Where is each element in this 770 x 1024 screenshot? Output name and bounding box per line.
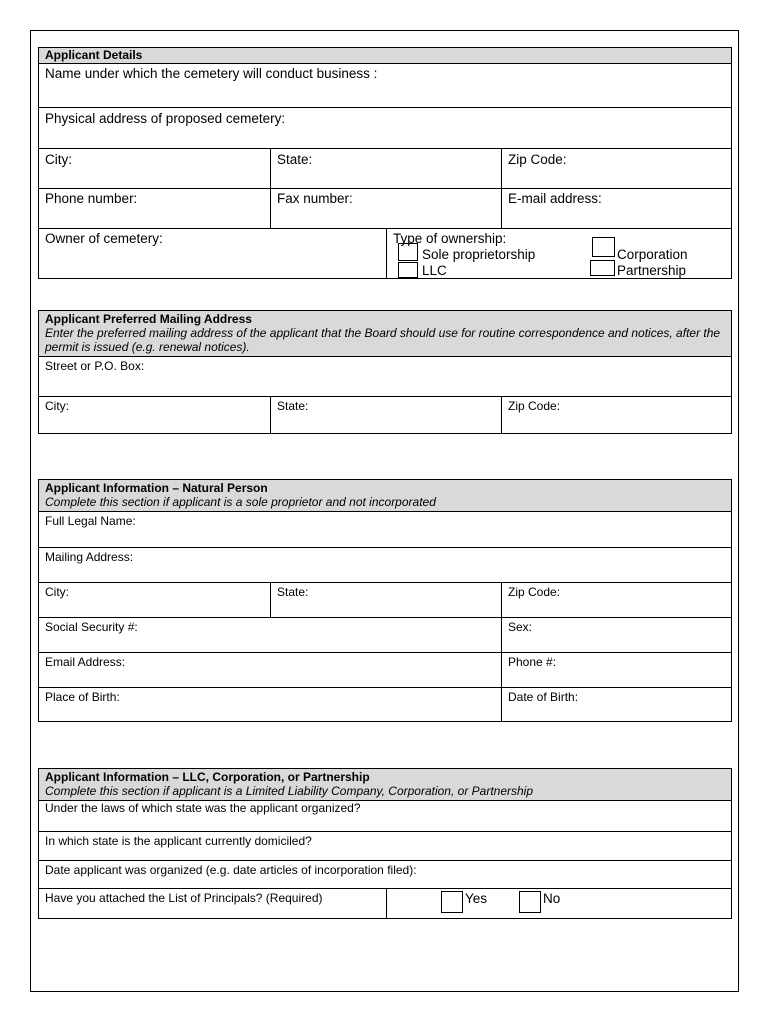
principals-row: [39, 888, 731, 918]
section-header: [39, 769, 731, 801]
mailing-address-field[interactable]: Mailing Address:: [45, 550, 134, 564]
corporation-checkbox[interactable]: [592, 237, 615, 257]
city-field[interactable]: City:: [45, 399, 69, 413]
ssn-field[interactable]: Social Security #:: [45, 620, 138, 634]
place-of-birth-field[interactable]: Place of Birth:: [45, 690, 120, 704]
birth-row: [39, 687, 731, 721]
email-field[interactable]: E-mail address:: [501, 189, 731, 228]
business-name-field[interactable]: Name under which the cemetery will conduct business :: [45, 66, 378, 81]
section-title: Applicant Information – LLC, Corporation, or Partnership: [45, 770, 370, 784]
section-subtitle: Complete this section if applicant is a Limited Liability Company, Corporation, or Partnership: [45, 784, 534, 798]
city-state-zip-row: [39, 582, 731, 617]
llc-checkbox[interactable]: [398, 262, 418, 278]
section-title: Applicant Details: [45, 48, 143, 62]
date-organized-field[interactable]: Date applicant was organized (e.g. date articles of incorporation filed):: [45, 863, 417, 877]
no-label: No: [543, 891, 561, 906]
yes-label: Yes: [465, 891, 488, 906]
principals-question: Have you attached the List of Principals? (Required): [45, 891, 323, 905]
full-name-row: [39, 512, 731, 547]
city-state-zip-row: [39, 396, 731, 433]
street-field[interactable]: Street or P.O. Box:: [45, 359, 145, 373]
yes-checkbox[interactable]: [441, 891, 463, 913]
laws-state-row: [39, 801, 731, 831]
domiciled-row: [39, 831, 731, 860]
mailing-address-section: [38, 310, 732, 434]
state-field[interactable]: State:: [270, 397, 501, 433]
ownership-type-label: Type of ownership:: [393, 231, 507, 246]
date-organized-row: [39, 860, 731, 888]
partnership-label: Partnership: [617, 263, 687, 278]
mailing-address-row: [39, 547, 731, 582]
email-phone-row: [39, 652, 731, 687]
zip-field[interactable]: Zip Code:: [501, 397, 731, 433]
section-subtitle: Enter the preferred mailing address of the applicant that the Board should use for routine correspondence and notices, after the permit is issued (e.g. renewal notices).: [45, 326, 721, 354]
entity-section: [38, 768, 732, 919]
section-header: [39, 48, 731, 64]
physical-address-row: [39, 107, 731, 148]
corporation-label: Corporation: [617, 247, 688, 262]
section-header: [39, 311, 731, 357]
partnership-checkbox[interactable]: [590, 260, 615, 276]
city-state-zip-row: [39, 148, 731, 188]
phone-fax-email-row: [39, 188, 731, 228]
city-field[interactable]: City:: [45, 152, 72, 167]
llc-label: LLC: [422, 263, 447, 278]
city-field[interactable]: City:: [45, 585, 69, 599]
fax-field[interactable]: Fax number:: [270, 189, 501, 228]
owner-field[interactable]: Owner of cemetery:: [45, 231, 163, 246]
zip-field[interactable]: Zip Code:: [501, 583, 731, 617]
section-subtitle: Complete this section if applicant is a sole proprietor and not incorporated: [45, 495, 436, 509]
phone-field[interactable]: Phone #:: [501, 653, 731, 687]
state-field[interactable]: State:: [270, 583, 501, 617]
state-field[interactable]: State:: [270, 149, 501, 188]
sex-field[interactable]: Sex:: [501, 618, 731, 652]
no-checkbox[interactable]: [519, 891, 541, 913]
ownership-row: [39, 228, 731, 278]
ssn-sex-row: [39, 617, 731, 652]
section-title: Applicant Information – Natural Person: [45, 481, 268, 495]
physical-address-field[interactable]: Physical address of proposed cemetery:: [45, 111, 286, 126]
street-row: [39, 357, 731, 396]
full-name-field[interactable]: Full Legal Name:: [45, 514, 136, 528]
business-name-row: [39, 64, 731, 107]
principals-answer-cell: [386, 889, 731, 918]
natural-person-section: [38, 479, 732, 722]
sole-proprietorship-checkbox[interactable]: [398, 243, 418, 261]
phone-field[interactable]: Phone number:: [45, 191, 138, 206]
email-field[interactable]: Email Address:: [45, 655, 126, 669]
date-of-birth-field[interactable]: Date of Birth:: [501, 688, 731, 721]
applicant-details-section: [38, 47, 732, 279]
section-header: [39, 480, 731, 512]
ownership-type-cell: [386, 229, 731, 278]
laws-state-field[interactable]: Under the laws of which state was the applicant organized?: [45, 801, 361, 815]
section-title: Applicant Preferred Mailing Address: [45, 312, 252, 326]
zip-field[interactable]: Zip Code:: [501, 149, 731, 188]
domiciled-field[interactable]: In which state is the applicant currently domiciled?: [45, 834, 312, 848]
sole-proprietorship-label: Sole proprietorship: [422, 247, 536, 262]
